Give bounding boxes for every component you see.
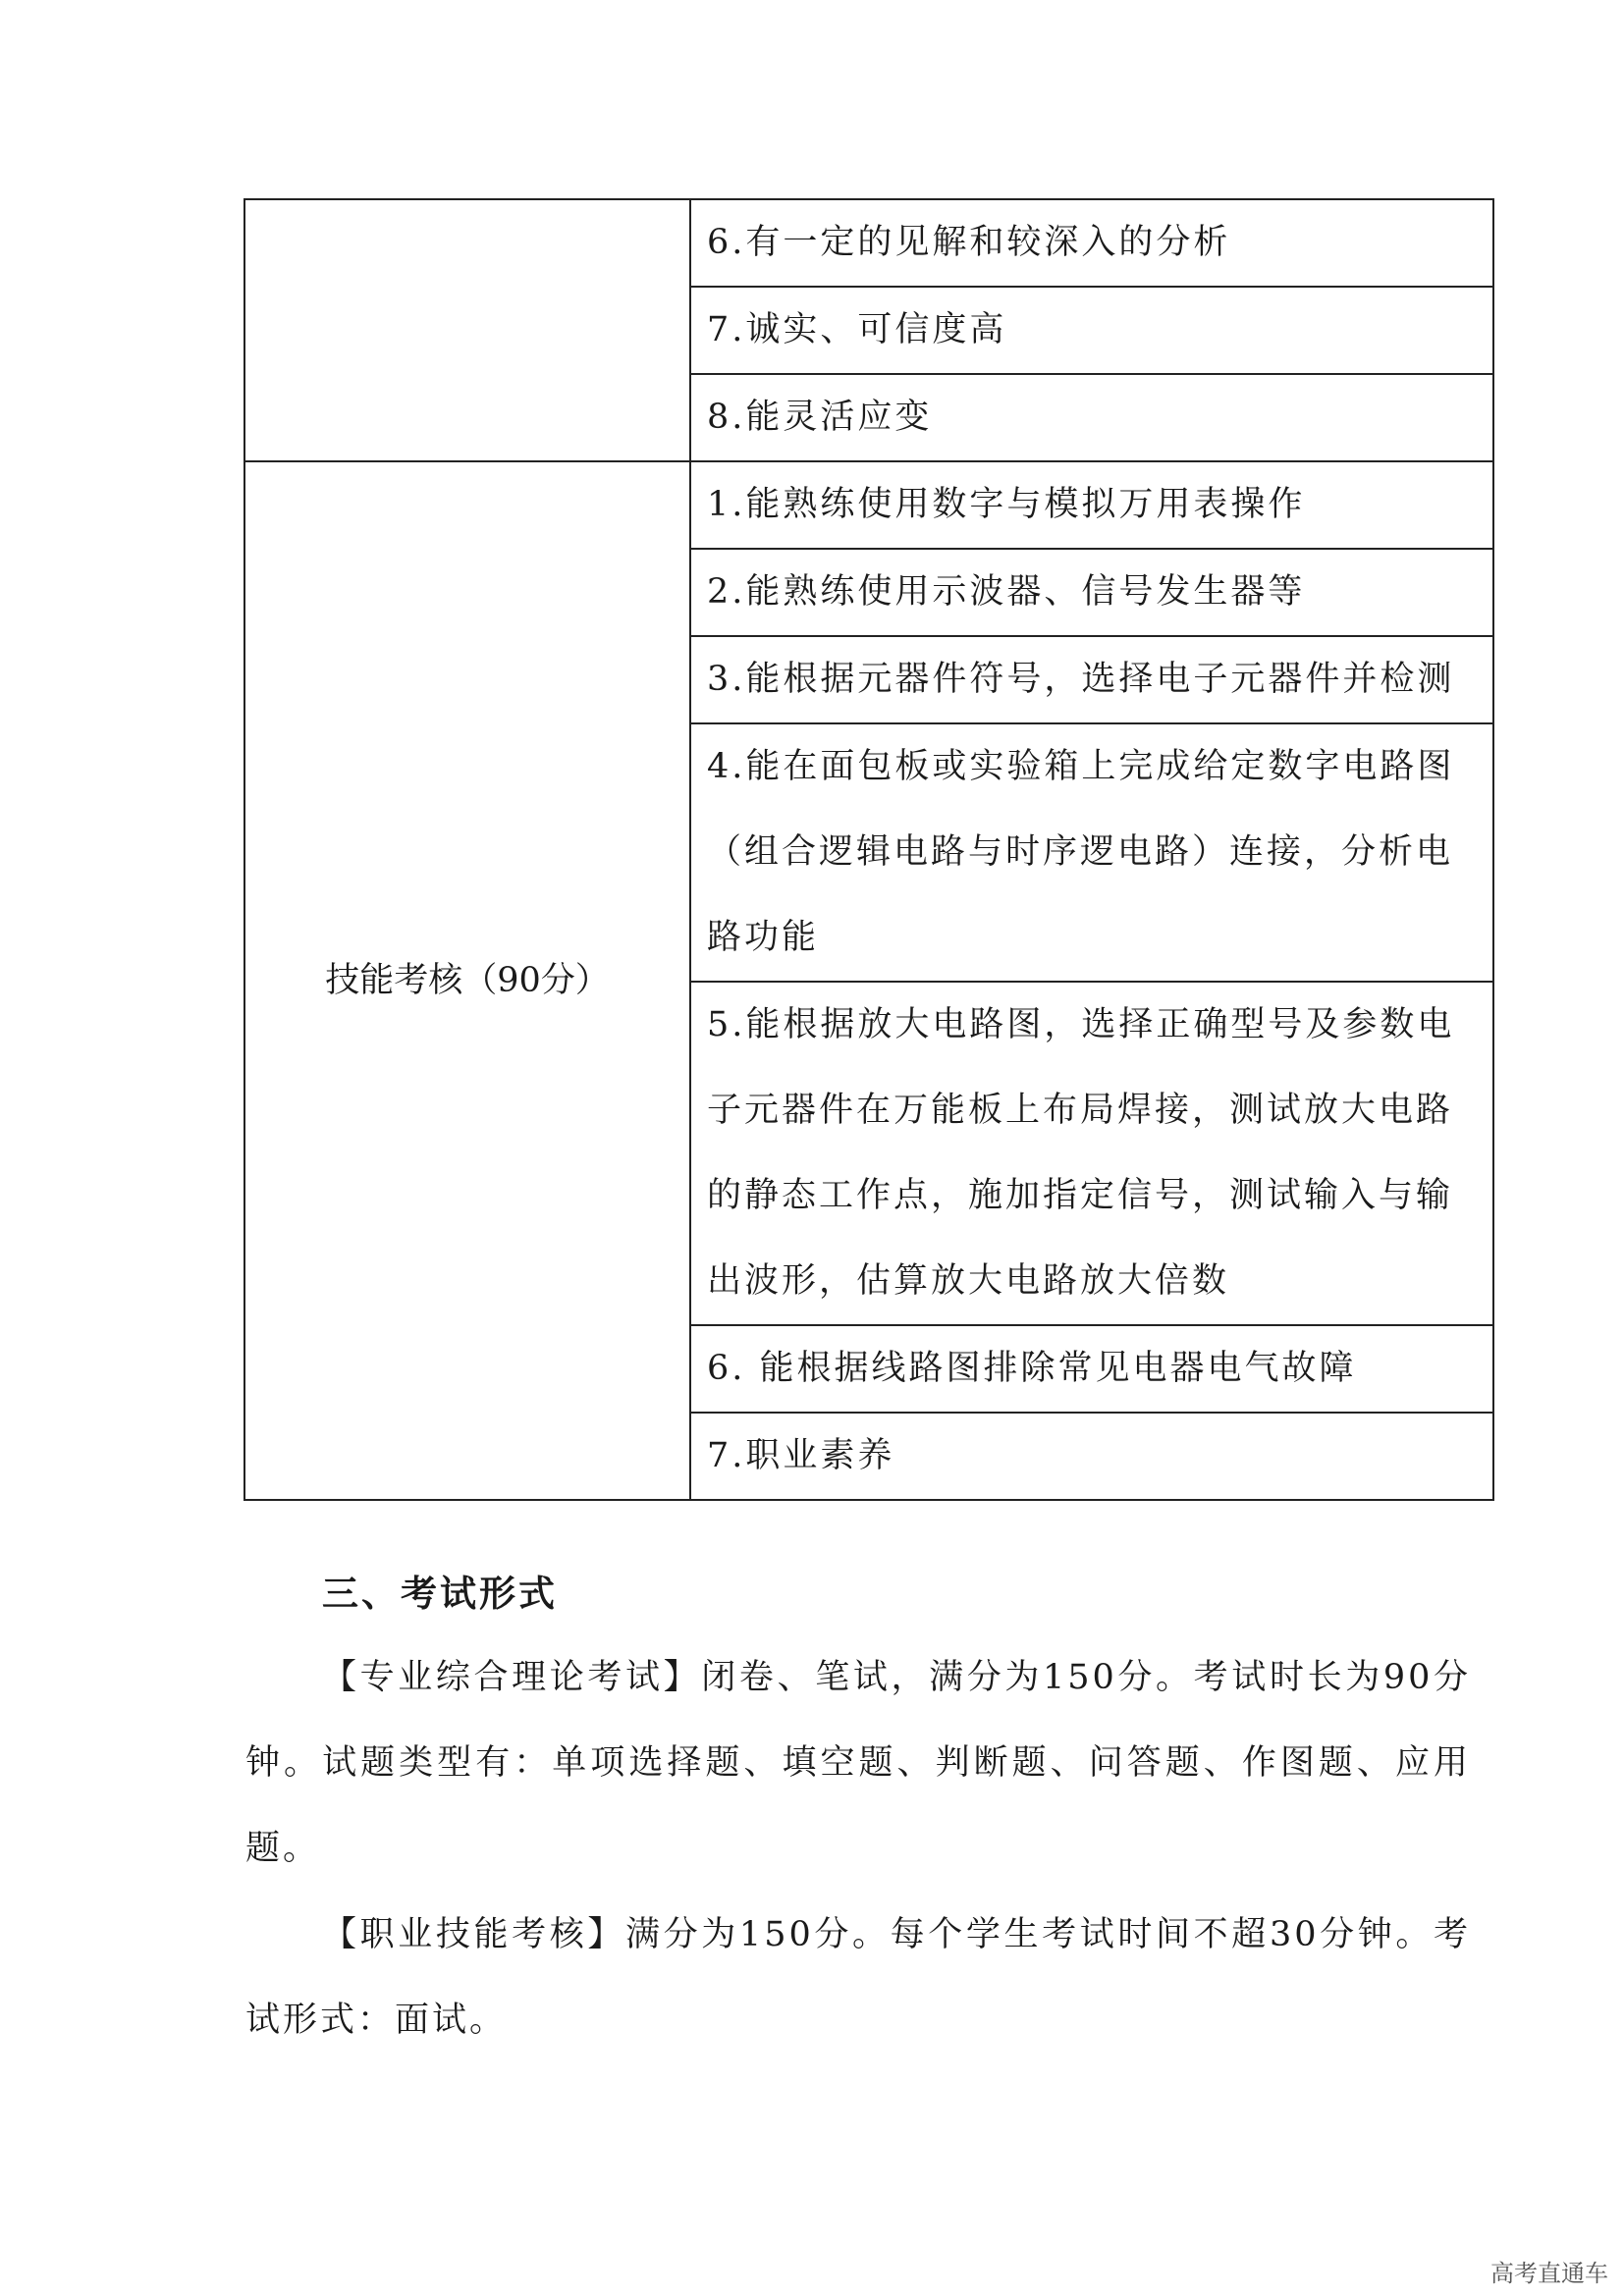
table-cell-item: 1.能熟练使用数字与模拟万用表操作 (690, 461, 1493, 549)
table-cell-item: 2.能熟练使用示波器、信号发生器等 (690, 549, 1493, 636)
table-row (244, 461, 1493, 549)
paragraph-skills-exam: 【职业技能考核】满分为150分。每个学生考试时间不超30分钟。考试形式：面试。 (245, 1915, 1471, 2040)
table-cell-item: 7.职业素养 (690, 1413, 1493, 1500)
section-heading: 三、考试形式 (322, 1573, 558, 1615)
category-cell-skills: 技能考核（90分） (244, 461, 690, 1500)
table-cell-item: 5.能根据放大电路图，选择正确型号及参数电子元器件在万能板上布局焊接，测试放大电路的静态工作点，施加指定信号，测试输入与输出波形，估算放大电路放大倍数 (690, 982, 1493, 1325)
paragraph-theory-exam: 【专业综合理论考试】闭卷、笔试，满分为150分。考试时长为90分钟。试题类型有：单项选择题、填空题、判断题、问答题、作图题、应用题。 (245, 1658, 1471, 1868)
watermark-text: 高考直通车 (1490, 2260, 1608, 2287)
table-cell-item: 4.能在面包板或实验箱上完成给定数字电路图（组合逻辑电路与时序逻电路）连接，分析电路功能 (690, 723, 1493, 982)
table-cell-item: 6. 能根据线路图排除常见电器电气故障 (690, 1325, 1493, 1413)
table-cell-item: 3.能根据元器件符号，选择电子元器件并检测 (690, 636, 1493, 723)
table-cell-item: 8.能灵活应变 (690, 374, 1493, 461)
category-cell-empty (244, 199, 690, 461)
table-cell-item: 7.诚实、可信度高 (690, 287, 1493, 374)
table-row (244, 199, 1493, 287)
assessment-table (244, 198, 1494, 1501)
table-cell-item: 6.有一定的见解和较深入的分析 (690, 199, 1493, 287)
